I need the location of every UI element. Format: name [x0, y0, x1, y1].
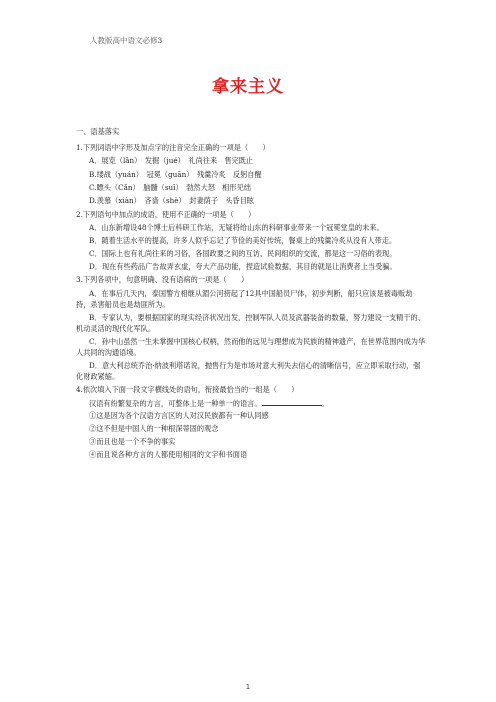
- option-a: A．展览（lǎn） 发掘（jué） 礼尚往来 售完既止: [89, 156, 254, 166]
- list-item: ②这不但是中国人的一种根深蒂固的观念: [89, 424, 219, 434]
- option-d: D.羡慕（xiàn） 吝啬（shè） 封妻荫子 头昏目眩: [89, 195, 254, 205]
- document-header: 人教版高中语文必修3: [90, 36, 163, 45]
- option-c: C.瞟头（Cǎn） 脑髓（suǐ） 勃然大怒 相形见绌: [89, 182, 251, 192]
- option-c: C．国际上也有礼尚往来的习俗，各国政要之间的互访、民间组织的交流，都是这一习俗的表现。: [89, 249, 397, 259]
- list-item: ①这是因为各个汉语方言区的人对汉民族都有一种认同感: [89, 410, 269, 420]
- option-a: A．山东新增设48个博士后科研工作站，无疑将给山东的科研事业带来一个冠冕堂皇的未来。: [89, 223, 384, 233]
- question-stem: 1.下列词语中字形及加点字的注音完全正确的一项是（ ）: [76, 143, 270, 153]
- section-heading: 一、语基落实: [76, 127, 120, 136]
- question-stem: 3.下列各项中，句意明确、没有语病的一项是（ ）: [76, 275, 249, 285]
- document-body: [76, 126, 426, 463]
- question-passage: [76, 397, 426, 410]
- question-stem: 4.依次填入下面一段文字横线处的语句，衔接最恰当的一组是（ ）: [76, 384, 299, 394]
- passage-text: 汉语有纷繁复杂的方言，可整体上是一种单一的语言。: [89, 398, 262, 408]
- question-2: [76, 209, 426, 272]
- fill-blank-line: [262, 397, 322, 406]
- question-stem: 2.下列语句中加点的成语，使用不正确的一项是（ ）: [76, 210, 256, 220]
- question-4: [76, 384, 426, 463]
- option-d: D．意大利总统乔治·纳波利塔诺说，抛售行为是市场对意大利失去信心的清晰信号，应立即采取行动，强化财政紧缩。: [76, 360, 421, 381]
- list-item: ③而且也是一个不争的事实: [89, 437, 176, 447]
- passage-end: 。: [321, 398, 329, 408]
- option-a: A．在事后几天内，泰国警方相继从湄公河捞起了12具中国船员尸体，初步判断，船只应该是被毒贩劫持，杀害船员也是劫匪所为。: [76, 288, 413, 309]
- option-c: C．孙中山虽然一生未掌握中国核心权柄，然而他的远见与理想成为民族的精神遗产，在世界范围内成为华人共同的沟通语境。: [76, 336, 426, 357]
- option-b: B．专家认为，要根据国家的现实经济状况出发，控制军队人员及武器装备的数量，努力建设一支精干的、机动灵活的现代化军队。: [76, 312, 425, 333]
- option-d: D．现在有些药品广告故弄玄虚，夸大产品功能，捏造试验数据，其目的就是让消费者上当受骗。: [89, 262, 397, 272]
- option-b: B．随着生活水平的提高，许多人似乎忘记了节俭的美好传统，餐桌上的残羹冷炙从没有人带走。: [89, 236, 397, 246]
- question-1: [76, 142, 426, 208]
- page-number: 1: [245, 683, 251, 691]
- option-b: B.缕战（yuán） 冠冕（guān） 残羹冷炙 反躬自醒: [89, 169, 262, 179]
- page-title: 拿来主义: [212, 77, 284, 97]
- question-3: [76, 274, 426, 381]
- list-item: ④而且说各种方言的人都使用相同的文字和书面语: [89, 450, 248, 460]
